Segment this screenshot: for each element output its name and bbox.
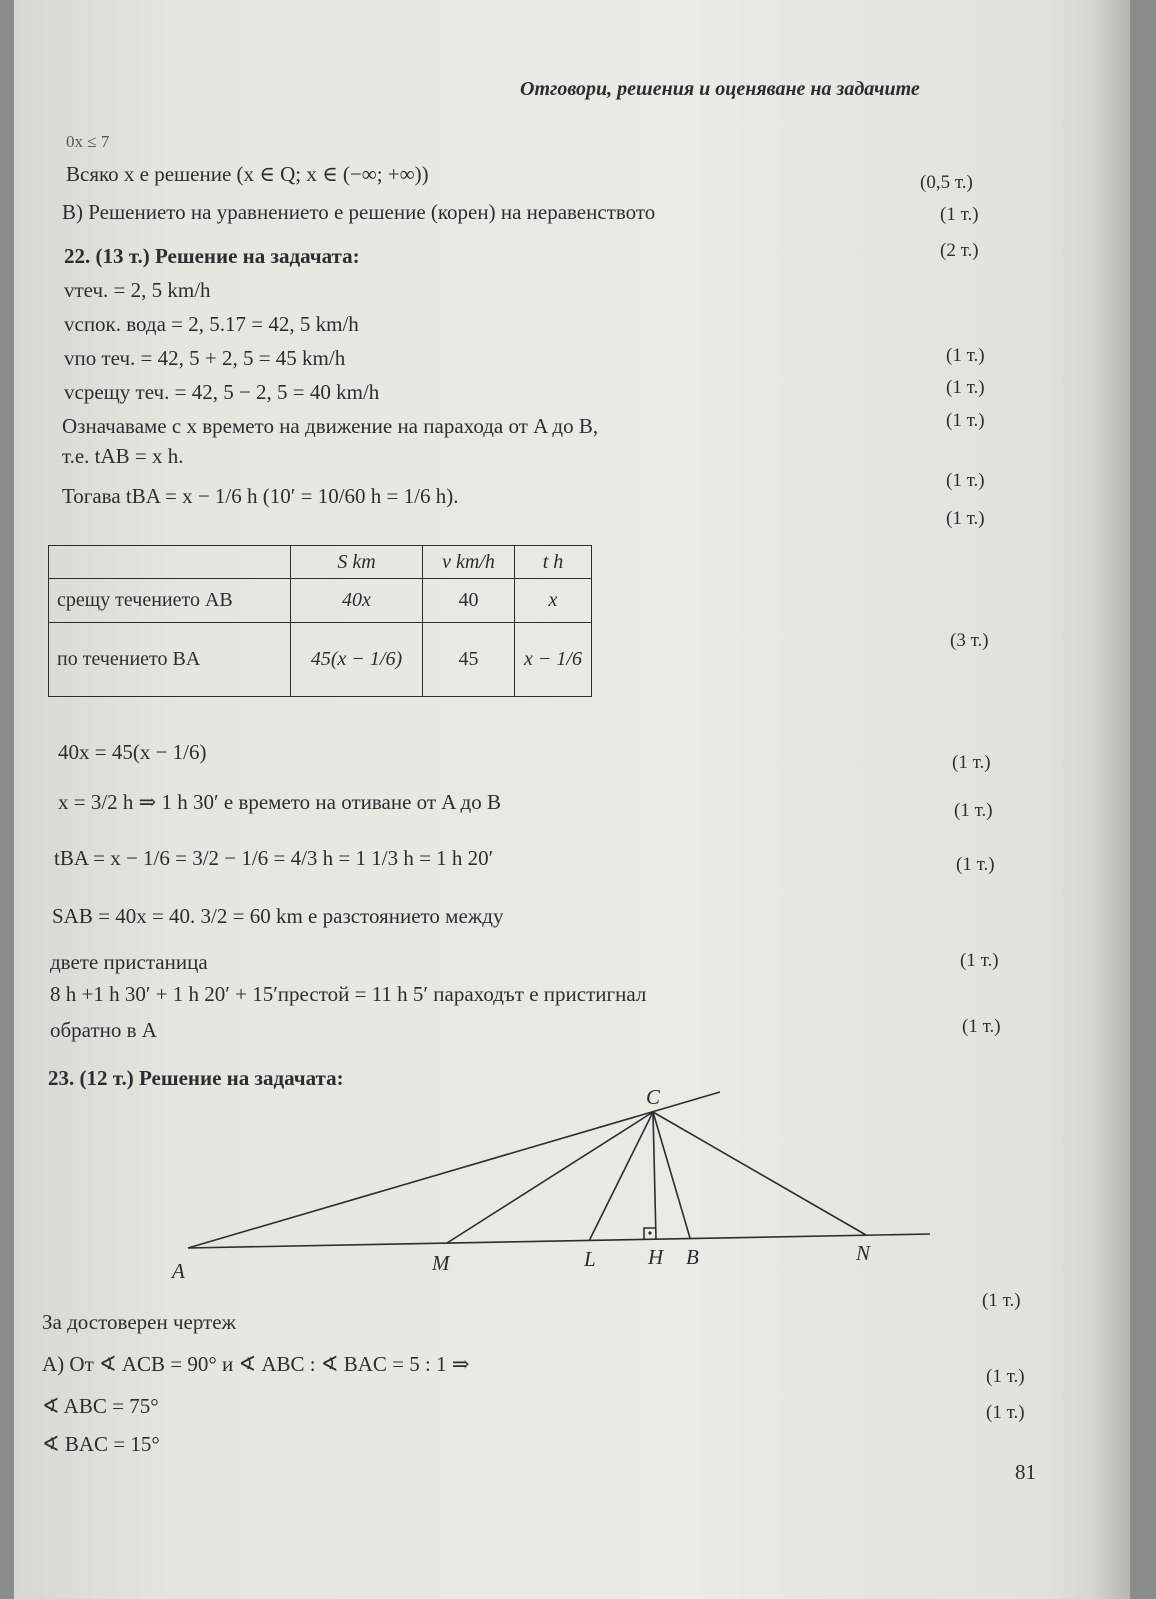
points-label: (1 т.) [946, 508, 985, 529]
points-label: (1 т.) [986, 1402, 1025, 1423]
segment-cm [447, 1112, 653, 1243]
table-header: v km/h [423, 546, 515, 579]
text-line: vспок. вода = 2, 5.17 = 42, 5 km/h [64, 312, 359, 336]
equation-line: SAB = 40x = 40. 3/2 = 60 km е разстоянието между [52, 904, 504, 928]
text-line: В) Решението на уравнението е решение (корен) на неравенството [62, 200, 656, 224]
segment-ac-extended [188, 1092, 720, 1248]
points-label: (1 т.) [954, 800, 993, 821]
page-number: 81 [1015, 1460, 1036, 1484]
text-line: За достоверен чертеж [42, 1310, 237, 1334]
label-n: N [856, 1241, 871, 1265]
text-line: vсрещу теч. = 42, 5 − 2, 5 = 40 km/h [64, 380, 380, 404]
equation-line: А) От ∢ ACB = 90° и ∢ ABC : ∢ BAC = 5 : 1 ⇒ [42, 1352, 470, 1376]
label-a: A [172, 1259, 185, 1283]
points-label: (1 т.) [960, 950, 999, 971]
text-line: т.е. tAB = x h. [62, 444, 184, 468]
text-line: обратно в A [50, 1018, 157, 1042]
table-cell: 40 [423, 579, 515, 623]
label-l: L [584, 1247, 596, 1271]
points-label: (0,5 т.) [920, 172, 973, 193]
table-header: t h [515, 546, 592, 579]
points-label: (2 т.) [940, 240, 979, 261]
text-line: 0x ≤ 7 [66, 132, 110, 151]
right-angle-dot [648, 1231, 651, 1234]
points-label: (1 т.) [940, 204, 979, 225]
text-line: двете пристаница [50, 950, 208, 974]
equation-line: tBA = x − 1/6 = 3/2 − 1/6 = 4/3 h = 1 1/3 h = 1 h 20′ [54, 846, 494, 870]
table-cell: 45(x − 1/6) [291, 623, 423, 697]
points-label: (1 т.) [946, 345, 985, 366]
problem-23-title: 23. (12 т.) Решение на задачата: [48, 1066, 344, 1090]
table-cell: 45 [423, 623, 515, 697]
text-line: Означаваме с x времето на движение на парахода от A до B, [62, 414, 599, 438]
points-label: (1 т.) [986, 1366, 1025, 1387]
equation-line: ∢ ABC = 75° [42, 1394, 159, 1418]
points-label: (1 т.) [952, 752, 991, 773]
label-b: B [686, 1245, 699, 1269]
segment-ch [653, 1112, 656, 1239]
equation-line: 8 h +1 h 30′ + 1 h 20′ + 15′престой = 11 h 5′ параходът е пристигнал [50, 982, 647, 1006]
label-h: H [648, 1245, 664, 1269]
label-c: C [646, 1085, 661, 1109]
points-label: (3 т.) [950, 630, 989, 651]
text-line: vпо теч. = 42, 5 + 2, 5 = 45 km/h [64, 346, 346, 370]
table-cell: по течението BA [49, 623, 291, 697]
points-label: (1 т.) [962, 1016, 1001, 1037]
table-header: S km [291, 546, 423, 579]
page-header: Отговори, решения и оценяване на задачите [520, 78, 920, 100]
points-label: (1 т.) [956, 854, 995, 875]
table-cell: x [515, 579, 592, 623]
equation-line: x = 3/2 h ⇒ 1 h 30′ е времето на отиване от A до B [58, 790, 501, 814]
segment-cn [653, 1112, 866, 1235]
points-label: (1 т.) [982, 1290, 1021, 1311]
equation-line: 40x = 45(x − 1/6) [58, 740, 207, 764]
table-cell: 40x [291, 579, 423, 623]
table-cell: x − 1/6 [515, 623, 592, 697]
points-label: (1 т.) [946, 410, 985, 431]
text-line: Всяко x е решение (x ∈ Q; x ∈ (−∞; +∞)) [66, 162, 429, 186]
table-cell: срещу течението AB [49, 579, 291, 623]
text-line: vтеч. = 2, 5 km/h [64, 278, 211, 302]
equation-line: ∢ BAC = 15° [42, 1432, 160, 1456]
text-line: Тогава tBA = x − 1/6 h (10′ = 10/60 h = 1/6 h). [62, 484, 459, 508]
problem-22-title: 22. (13 т.) Решение на задачата: [64, 244, 360, 268]
points-label: (1 т.) [946, 377, 985, 398]
segment-cl [589, 1112, 653, 1241]
points-label: (1 т.) [946, 470, 985, 491]
label-m: M [432, 1251, 450, 1275]
baseline [188, 1234, 930, 1248]
